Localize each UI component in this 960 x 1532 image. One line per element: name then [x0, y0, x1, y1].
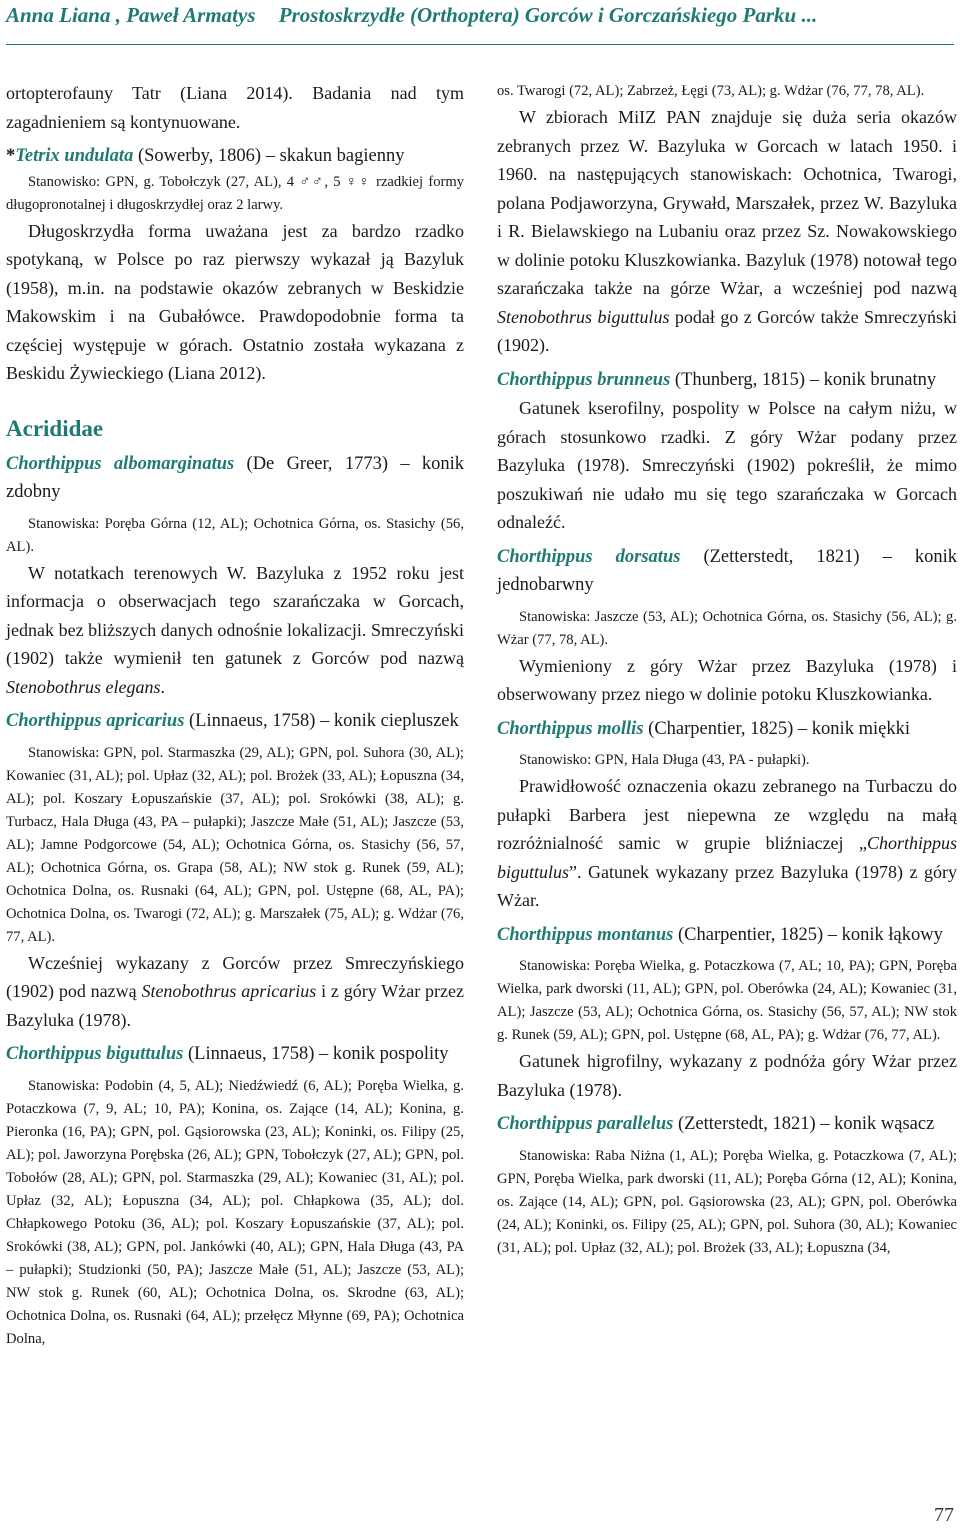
species-name: Chorthippus mollis [497, 718, 644, 739]
text-tetrix-undulata: Długoskrzydła forma uważana jest za bardzo rzadko spotykaną, w Polsce po raz pierwszy wykazał ją Bazyluk (1958), m.in. na podstawie okazów zebranych w Beskidzie Makowskim i na Gubałówce. Prawdopodobnie forma ta częściej występuje w górach. Ostatnio została wykazana z Beskidu Żywieckiego (Liana 2012). [6, 220, 464, 383]
species-author: (Charpentier, 1825) – konik łąkowy [673, 924, 943, 945]
species-heading-montanus [497, 921, 957, 950]
sites-tetrix-undulata: Stanowisko: GPN, g. Tobołczyk (27, AL), 4 ♂♂, 5 ♀♀ rzadkiej formy długopronotalnej i długoskrzydłej oraz 2 larwy. [6, 173, 464, 213]
species-author: (Zetterstedt, 1821) – konik wąsacz [673, 1114, 935, 1134]
species-name: Chorthippus dorsatus [497, 546, 681, 567]
species-heading-tetrix-undulata [6, 142, 464, 171]
species-heading-albomarginatus [6, 450, 464, 507]
species-name: Chorthippus montanus [497, 924, 674, 945]
text-part: . [160, 676, 165, 697]
text-biguttulus [497, 103, 957, 360]
text-dorsatus: Wymieniony z góry Wżar przez Bazyluka (1978) i obserwowany przez niego w dolinie potoku Kluszkowianka. [497, 655, 957, 704]
species-heading-biguttulus [6, 1040, 464, 1069]
header-title: Prostoskrzydłe (Orthoptera) Gorców i Gorczańskiego Parku ... [278, 3, 818, 27]
italic-taxon: Stenobothrus apricarius [141, 981, 317, 1001]
species-heading-apricarius [6, 707, 464, 736]
species-author: (Sowerby, 1806) – skakun bagienny [133, 146, 405, 166]
sites-apricarius: Stanowiska: GPN, pol. Starmaszka (29, AL); GPN, pol. Suhora (30, AL); Kowaniec (31, AL); pol. Upłaz (32, AL); pol. Brożek (33, AL); Łopuszna (34, AL); pol. Koszary Łopuszańskie (37, AL); pol. Srokówki (38, AL); g. Turbacz, Hala Długa (43, PA – pułapki); Jaszcze Małe (51, AL); Jaszcze (53, AL); Jamne Podgorcowe (54, AL); Ochotnica Górna, os. Stasichy (56, 57, AL); Ochotnica Górna, os. Grapa (58, AL); NW stok g. Runek (59, AL); Ochotnica Dolna, os. Rusnaki (64, AL); GPN, pol. Ustępne (68, AL, PA); Ochotnica Dolna, os. Twarogi (72, AL); g. Marszałek (75, AL); g. Wdżar (76, 77, AL). [6, 744, 464, 945]
right-column [497, 80, 957, 1260]
species-author: (Zetterstedt, 1821) – konik jednobarwny [497, 546, 957, 595]
sites-montanus: Stanowiska: Poręba Wielka, g. Potaczkowa (7, AL; 10, PA); GPN, Poręba Wielka, park dworski (11, AL); GPN, pol. Oberówka (24, AL); Kowaniec (31, AL); Jaszcze (53, AL); Ochotnica Górna, os. Stasichy (56, 57, AL); NW stok g. Runek (59, AL); GPN, pol. Ustępne (68, AL, PA); g. Wdżar (76, 77, AL). [497, 958, 957, 1043]
text-part: W zbiorach MiIZ PAN znajduje się duża seria okazów zebranych przez W. Bazyluka w Gorcach w latach 1950. i 1960. na następujących stanowiskach: Ochotnica, Twarogi, polana Podjaworzyna, Grywałd, Marszałek, przez W. Bazyluka i R. Bielawskiego na Lubaniu oraz przez Sz. Nowakowskiego w dolinie potoku Kluszkowianka. Bazyluk (1978) notował tego szarańczaka także na górze Wżar, a wcześniej pod nazwą [497, 107, 957, 298]
text-montanus: Gatunek higrofilny, wykazany z podnóża góry Wżar przez Bazyluka (1978). [497, 1051, 957, 1100]
sites-dorsatus: Stanowiska: Jaszcze (53, AL); Ochotnica Górna, os. Stasichy (56, AL); g. Wżar (77, 78, AL). [497, 608, 957, 648]
italic-taxon: Stenobothrus biguttulus [497, 306, 670, 327]
sites-biguttulus-continuation: os. Twarogi (72, AL); Zabrzeż, Łęgi (73, AL); g. Wdżar (76, 77, 78, AL). [497, 83, 925, 99]
text-part: W notatkach terenowych W. Bazyluka z 1952 roku jest informacja o obserwacjach tego szarańczaka w Gorcach, jednak bez bliższych danych odnośnie lokalizacji. Smreczyński (1902) także wymienił ten gatunek z Gorców pod nazwą [6, 562, 464, 668]
paragraph-intro-continuation: ortopterofauny Tatr (Liana 2014). Badania nad tym zagadnieniem są kontynuowane. [6, 83, 464, 132]
species-name: Chorthippus parallelus [497, 1114, 674, 1134]
species-author: (Charpentier, 1825) – konik miękki [643, 718, 910, 739]
sites-mollis: Stanowisko: GPN, Hala Długa (43, PA - pułapki). [519, 752, 810, 768]
page-number: 77 [934, 1504, 954, 1526]
species-heading-dorsatus [497, 543, 957, 600]
text-apricarius [6, 949, 464, 1035]
text-albomarginatus [6, 559, 464, 702]
species-author: (Thunberg, 1815) – konik brunatny [670, 369, 937, 390]
sites-albomarginatus: Stanowiska: Poręba Górna (12, AL); Ochotnica Górna, os. Stasichy (56, AL). [6, 515, 464, 555]
italic-taxon: Chorthippus biguttulus [497, 833, 957, 882]
species-name: Chorthippus apricarius [6, 711, 185, 731]
species-heading-parallelus [497, 1110, 957, 1139]
italic-taxon: Stenobothrus elegans [6, 676, 161, 697]
text-mollis [497, 772, 957, 915]
species-name: Chorthippus biguttulus [6, 1044, 184, 1064]
left-column [6, 79, 464, 1351]
text-brunneus: Gatunek kserofilny, pospolity w Polsce na całym niżu, w górach stosunkowo rzadki. Z góry Wżar podany przez Bazyluka (1978). Smreczyński (1902) pokreślił, że mimo poszukiwań nie udało mu się tego szarańczaka w Gorcach odnaleźć. [497, 398, 957, 532]
header-rule [6, 44, 954, 45]
species-heading-brunneus [497, 366, 957, 395]
species-author: (Linnaeus, 1758) – konik ciepluszek [184, 711, 459, 731]
text-part: Wcześniej wykazany z Gorców przez Smreczyńskiego (1902) pod nazwą [6, 952, 464, 1001]
species-name: Chorthippus brunneus [497, 369, 671, 390]
asterisk-marker: * [6, 146, 16, 166]
running-header [0, 0, 960, 46]
text-part: i z góry Wżar przez Bazyluka (1978). [6, 981, 464, 1030]
family-heading: Acrididae [6, 415, 104, 441]
species-heading-mollis [497, 715, 957, 744]
header-authors: Anna Liana , Paweł Armatys [6, 3, 256, 27]
species-name: Chorthippus albomarginatus [6, 453, 235, 474]
sites-biguttulus: Stanowiska: Podobin (4, 5, AL); Niedźwiedź (6, AL); Poręba Wielka, g. Potaczkowa (7, 9, AL; 10, PA); Konina, os. Zające (14, AL); Konina, g. Pieronka (16, PA); GPN, pol. Gąsiorowska (23, AL); Koninki, os. Filipy (25, AL); pol. Jaworzyna Porębska (26, AL); GPN, Tobołczyk (27, AL); GPN, pol. Tobołów (28, AL); GPN, pol. Starmaszka (29, AL); Kowaniec (31, AL); pol. Upłaz (32, AL); Łopuszna (34, AL); pol. Chłapkowa (35, AL); dol. Chłapkowego Potoku (36, AL); pol. Koszary Łopuszańskie (37, AL); pol. Srokówki (38, AL); GPN, pol. Jankówki (40, AL); GPN, Hala Długa (43, PA – pułapki); Studzionki (50, PA); Jaszcze Małe (51, AL); Jaszcze (53, AL); NW stok g. Runek (60, AL); Ochotnica Dolna, os. Skrodne (63, AL); Ochotnica Dolna, os. Rusnaki (64, AL); przełęcz Młynne (69, PA); Ochotnica Dolna, [6, 1077, 464, 1347]
sites-parallelus: Stanowiska: Raba Niżna (1, AL); Poręba Wielka, g. Potaczkowa (7, AL); GPN, Poręba Wielka, park dworski (11, AL); Poręba Górna (12, AL); Konina, os. Zające (14, AL); GPN, pol. Gąsiorowska (23, AL); GPN, pol. Oberówka (24, AL); Koninki, os. Filipy (25, AL); GPN, pol. Suhora (30, AL); Kowaniec (31, AL); pol. Upłaz (32, AL); pol. Brożek (33, AL); Łopuszna (34, [497, 1147, 957, 1256]
text-part: Prawidłowość oznaczenia okazu zebranego na Turbaczu do pułapki Barbera jest niepewna ze względu na małą rozróżnialność samic w grupie bliźniaczej „ [497, 776, 957, 853]
species-author: (De Greer, 1773) – konik zdobny [6, 453, 465, 502]
text-part: ”. Gatunek wykazany przez Bazyluka (1978) z góry Wżar. [497, 861, 957, 910]
text-part: podał go z Gorców także Smreczyński (1902). [497, 306, 957, 355]
species-author: (Linnaeus, 1758) – konik pospolity [183, 1044, 449, 1064]
species-name: Tetrix undulata [15, 146, 134, 166]
